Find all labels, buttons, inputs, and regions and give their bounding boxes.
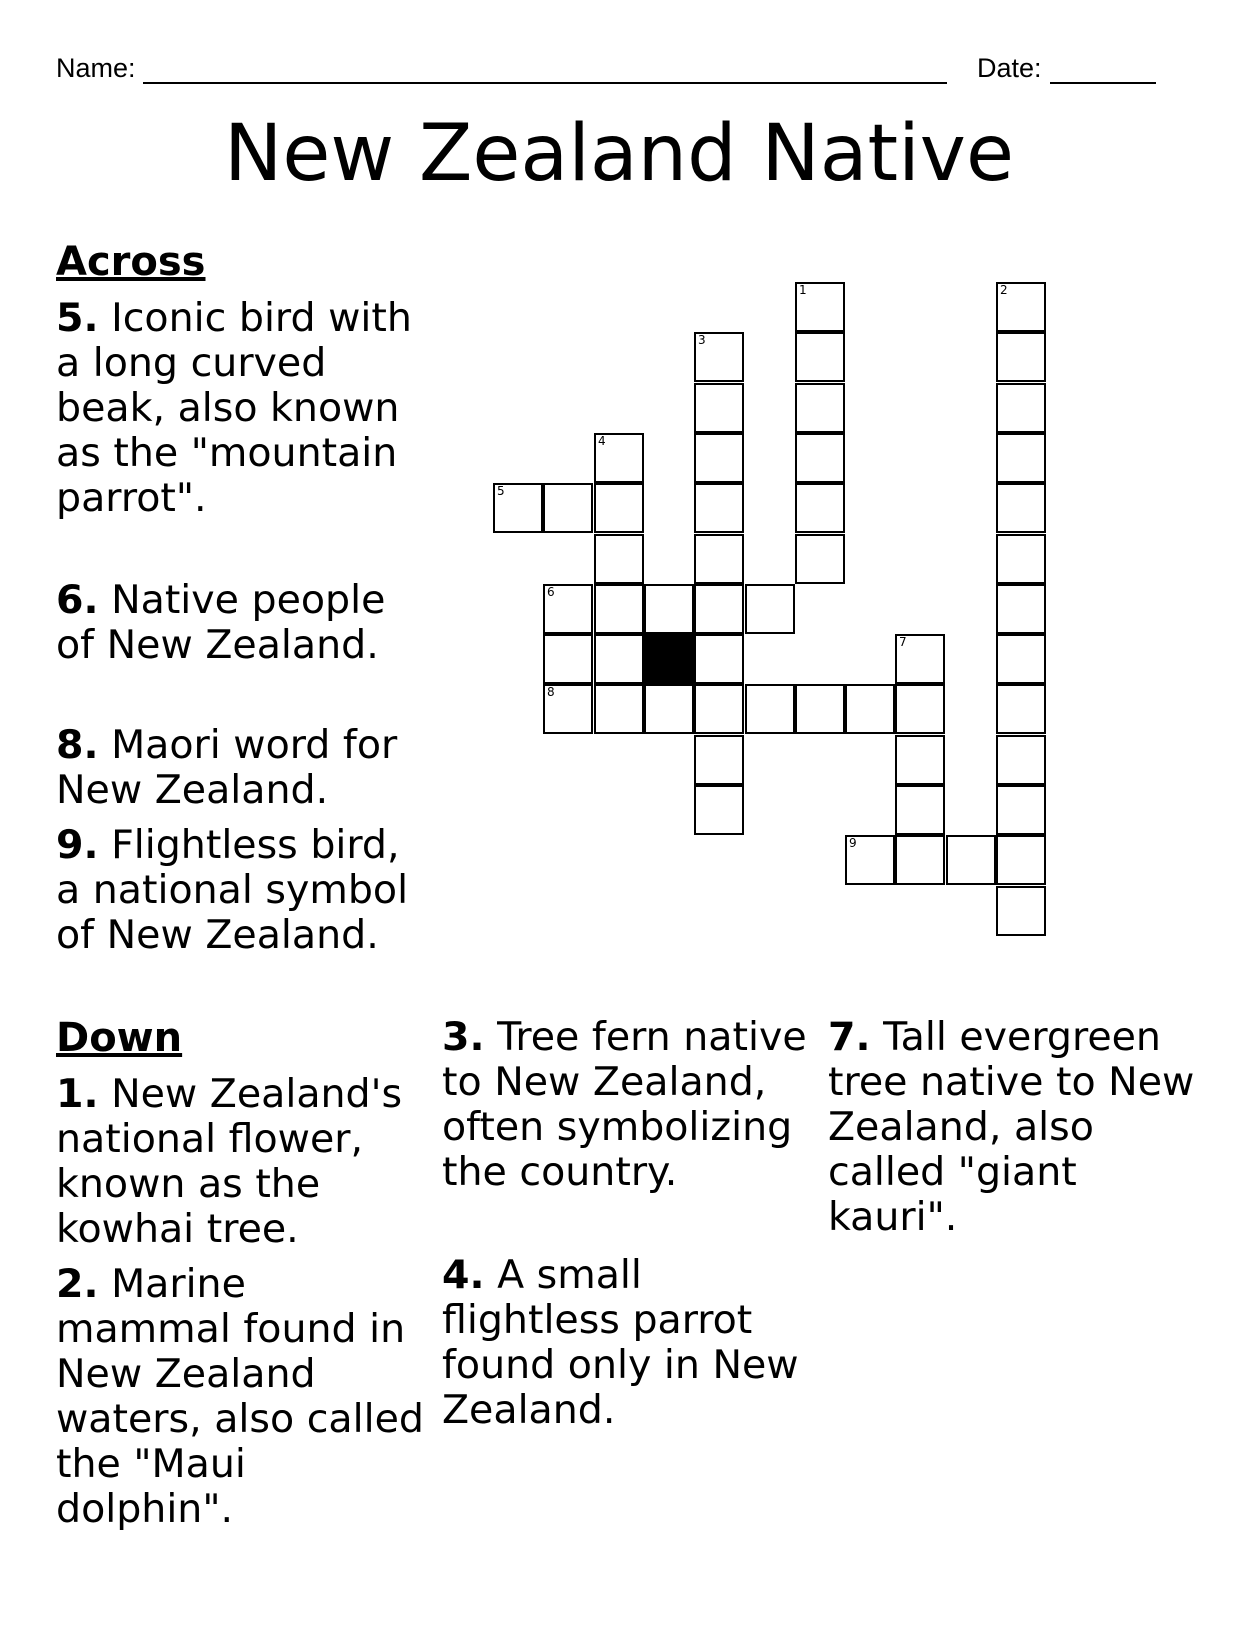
- down-clue-1: [56, 1072, 428, 1252]
- grid-cell[interactable]: [996, 835, 1046, 885]
- grid-cell[interactable]: [996, 634, 1046, 684]
- clue-text: Tree fern native to New Zealand, often symbolizing the country.: [442, 1014, 807, 1195]
- grid-cell[interactable]: [845, 684, 895, 734]
- grid-cell[interactable]: [996, 383, 1046, 433]
- grid-cell[interactable]: [694, 433, 744, 483]
- grid-cell[interactable]: [795, 433, 845, 483]
- grid-cell[interactable]: [694, 383, 744, 433]
- clue-number: 1.: [56, 1071, 99, 1117]
- clue-text: A small flightless parrot found only in New Zealand.: [442, 1252, 799, 1433]
- clue-text: Flightless bird, a national symbol of New Zealand.: [56, 822, 409, 958]
- clue-text: Iconic bird with a long curved beak, also known as the "mountain parrot".: [56, 295, 412, 521]
- grid-cell[interactable]: [594, 534, 644, 584]
- clue-number: 2.: [56, 1261, 99, 1307]
- cell-number: 1: [799, 283, 807, 297]
- grid-cell[interactable]: [795, 534, 845, 584]
- grid-cell[interactable]: [493, 483, 543, 533]
- grid-cell[interactable]: [895, 735, 945, 785]
- down-clue-4: [442, 1253, 817, 1433]
- clue-text: Marine mammal found in New Zealand waters, also called the "Maui dolphin".: [56, 1261, 424, 1532]
- grid-cell[interactable]: [543, 684, 593, 734]
- page-title: New Zealand Native: [224, 109, 1014, 199]
- cell-number: 5: [497, 484, 505, 498]
- down-clue-2: [56, 1262, 426, 1532]
- grid-cell[interactable]: [694, 534, 744, 584]
- cell-number: 4: [598, 434, 606, 448]
- down-clue-7: [828, 1015, 1198, 1240]
- clue-number: 6.: [56, 577, 99, 623]
- black-cell: [644, 634, 694, 684]
- grid-cell[interactable]: [895, 835, 945, 885]
- cell-number: 9: [849, 836, 857, 850]
- grid-cell[interactable]: [543, 483, 593, 533]
- cell-number: 2: [1000, 283, 1008, 297]
- cell-number: 6: [547, 585, 555, 599]
- grid-cell[interactable]: [745, 684, 795, 734]
- grid-cell[interactable]: [644, 684, 694, 734]
- grid-cell[interactable]: [594, 483, 644, 533]
- grid-cell[interactable]: [543, 584, 593, 634]
- clue-number: 8.: [56, 722, 99, 768]
- down-clue-3: [442, 1015, 817, 1195]
- grid-cell[interactable]: [594, 584, 644, 634]
- grid-cell[interactable]: [694, 584, 744, 634]
- grid-cell[interactable]: [996, 332, 1046, 382]
- cell-number: 8: [547, 685, 555, 699]
- grid-cell[interactable]: [795, 483, 845, 533]
- grid-cell[interactable]: [996, 584, 1046, 634]
- grid-cell[interactable]: [845, 835, 895, 885]
- across-clue-6: [56, 578, 426, 668]
- cell-number: 7: [899, 635, 907, 649]
- grid-cell[interactable]: [795, 383, 845, 433]
- grid-cell[interactable]: [996, 534, 1046, 584]
- grid-cell[interactable]: [996, 483, 1046, 533]
- grid-cell[interactable]: [594, 634, 644, 684]
- across-clue-8: [56, 723, 426, 813]
- grid-cell[interactable]: [694, 483, 744, 533]
- across-clue-5: [56, 296, 426, 521]
- clue-number: 4.: [442, 1252, 485, 1298]
- grid-cell[interactable]: [996, 433, 1046, 483]
- down-heading: Down: [56, 1015, 183, 1061]
- grid-cell[interactable]: [644, 584, 694, 634]
- across-clue-9: [56, 823, 426, 958]
- grid-cell[interactable]: [895, 785, 945, 835]
- clue-number: 9.: [56, 822, 99, 868]
- name-line[interactable]: [143, 82, 947, 84]
- clue-number: 3.: [442, 1014, 485, 1060]
- grid-cell[interactable]: [694, 634, 744, 684]
- name-label: Name:: [56, 53, 136, 83]
- clue-number: 5.: [56, 295, 99, 341]
- cell-number: 3: [698, 333, 706, 347]
- grid-cell[interactable]: [895, 684, 945, 734]
- clue-text: Maori word for New Zealand.: [56, 722, 398, 813]
- clue-text: New Zealand's national flower, known as the kowhai tree.: [56, 1071, 403, 1252]
- clue-text: Tall evergreen tree native to New Zealand, also called "giant kauri".: [828, 1014, 1195, 1240]
- grid-cell[interactable]: [795, 332, 845, 382]
- grid-cell[interactable]: [694, 785, 744, 835]
- clue-text: Native people of New Zealand.: [56, 577, 386, 668]
- clue-number: 7.: [828, 1014, 871, 1060]
- date-label: Date:: [977, 53, 1042, 83]
- grid-cell[interactable]: [745, 584, 795, 634]
- grid-cell[interactable]: [996, 282, 1046, 332]
- grid-cell[interactable]: [996, 886, 1046, 936]
- grid-cell[interactable]: [543, 634, 593, 684]
- grid-cell[interactable]: [594, 684, 644, 734]
- grid-cell[interactable]: [594, 433, 644, 483]
- grid-cell[interactable]: [996, 785, 1046, 835]
- grid-cell[interactable]: [694, 684, 744, 734]
- grid-cell[interactable]: [694, 332, 744, 382]
- grid-cell[interactable]: [795, 282, 845, 332]
- grid-cell[interactable]: [996, 684, 1046, 734]
- grid-cell[interactable]: [895, 634, 945, 684]
- date-line[interactable]: [1050, 82, 1156, 84]
- grid-cell[interactable]: [795, 684, 845, 734]
- grid-cell[interactable]: [694, 735, 744, 785]
- across-heading: Across: [56, 239, 206, 285]
- grid-cell[interactable]: [996, 735, 1046, 785]
- grid-cell[interactable]: [946, 835, 996, 885]
